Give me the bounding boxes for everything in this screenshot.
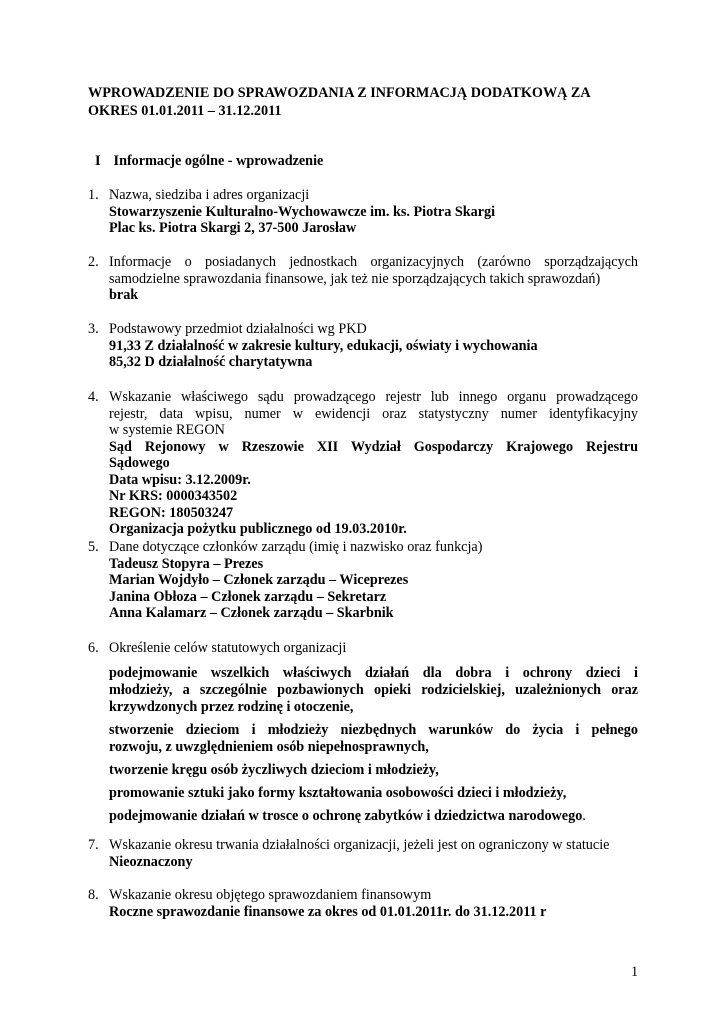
list-item-text: Wskazanie okresu objętego sprawozdaniem finansowym bbox=[109, 887, 432, 903]
list-item-text-line: rejestr, data wpisu, numer w ewidencji oraz statystyczny numer identyfikacyjny bbox=[109, 405, 638, 422]
list-item-6 bbox=[88, 640, 638, 825]
list-item-2 bbox=[88, 254, 638, 304]
reporting-period-value: Roczne sprawozdanie finansowe za okres od 01.01.2011r. do 31.12.2011 r bbox=[109, 903, 547, 920]
statutory-goal-line: krzywdzonych przez rodzinę i otoczenie, bbox=[109, 698, 354, 715]
list-item-text: Nazwa, siedziba i adres organizacji bbox=[109, 187, 310, 203]
statutory-goal-line: podejmowanie działań w trosce o ochronę zabytków i dziedzictwa narodowego bbox=[109, 807, 583, 824]
list-item-number: 5. bbox=[88, 539, 99, 555]
board-member: Anna Kalamarz – Członek zarządu – Skarbnik bbox=[109, 605, 394, 621]
list-item-5 bbox=[88, 539, 638, 622]
list-item-text: Podstawowy przedmiot działalności wg PKD bbox=[109, 321, 367, 337]
pkd-code-2: 85,32 D działalność charytatywna bbox=[109, 354, 313, 370]
list-item-text: Określenie celów statutowych organizacji bbox=[109, 640, 347, 656]
list-item-number: 7. bbox=[88, 837, 99, 853]
document-title bbox=[88, 84, 648, 120]
statutory-goal-line: podejmowanie wszelkich właściwych działań dla dobra i ochrony dzieci i bbox=[109, 664, 638, 681]
organizational-units-value: brak bbox=[109, 287, 139, 303]
registry-court-line: Sąd Rejonowy w Rzeszowie XII Wydział Gospodarczy Krajowego Rejestru bbox=[109, 438, 638, 455]
list-item-number: 1. bbox=[88, 187, 99, 203]
section-number: I bbox=[95, 153, 101, 169]
board-member: Marian Wojdyło – Członek zarządu – Wiceprezes bbox=[109, 572, 409, 588]
statutory-goal-1 bbox=[109, 665, 638, 716]
public-benefit-status: Organizacja pożytku publicznego od 19.03.2010r. bbox=[109, 521, 407, 537]
board-member: Tadeusz Stopyra – Prezes bbox=[109, 555, 264, 572]
list-item-text-line: Wskazanie właściwego sądu prowadzącego rejestr lub innego organu prowadzącego bbox=[109, 389, 638, 405]
list-item-1 bbox=[88, 187, 638, 237]
statutory-goal-period: . bbox=[582, 807, 586, 824]
statutory-goal-4: promowanie sztuki jako formy kształtowania osobowości dzieci i młodzieży, bbox=[109, 784, 567, 801]
statutory-goal-2 bbox=[109, 722, 638, 756]
krs-number: Nr KRS: 0000343502 bbox=[109, 488, 238, 504]
statutory-goal-line: młodzieży, a szczególnie pozbawionych opieki rodzicielskiej, uzależnionych oraz bbox=[109, 681, 638, 698]
list-item-number: 4. bbox=[88, 389, 99, 405]
list-item-number: 2. bbox=[88, 254, 99, 270]
statutory-goal-3: tworzenie kręgu osób życzliwych dzieciom i młodzieży, bbox=[109, 761, 439, 778]
statutory-goal-line: rozwoju, z uwzględnieniem osób niepełnosprawnych, bbox=[109, 738, 429, 755]
registry-court-line: Sądowego bbox=[109, 455, 170, 471]
document-title-line-2: OKRES 01.01.2011 – 31.12.2011 bbox=[88, 103, 282, 119]
statutory-goal-5 bbox=[109, 808, 638, 825]
list-item-text: Wskazanie okresu trwania działalności organizacji, jeżeli jest on ograniczony w statucie bbox=[109, 837, 610, 853]
section-heading bbox=[95, 153, 323, 170]
list-item-number: 3. bbox=[88, 321, 99, 337]
section-title: Informacje ogólne - wprowadzenie bbox=[113, 153, 324, 169]
board-member: Janina Obłoza – Członek zarządu – Sekretarz bbox=[109, 588, 387, 605]
list-item-7 bbox=[88, 837, 638, 870]
list-item-text-line: samodzielne sprawozdania finansowe, jak też nie sporządzających takich sprawozdań) bbox=[109, 270, 601, 287]
activity-period-value: Nieoznaczony bbox=[109, 853, 193, 870]
regon-number: REGON: 180503247 bbox=[109, 504, 234, 521]
list-item-8 bbox=[88, 887, 638, 920]
page-number: 1 bbox=[631, 964, 639, 980]
list-item-text: Dane dotyczące członków zarządu (imię i nazwisko oraz funkcja) bbox=[109, 539, 483, 555]
list-item-3 bbox=[88, 321, 638, 371]
organization-address: Plac ks. Piotra Skargi 2, 37-500 Jarosław bbox=[109, 220, 357, 236]
document-title-line-1: WPROWADZENIE DO SPRAWOZDANIA Z INFORMACJĄ DODATKOWĄ ZA bbox=[88, 85, 591, 101]
organization-name: Stowarzyszenie Kulturalno-Wychowawcze im. ks. Piotra Skargi bbox=[109, 203, 496, 220]
list-item-number: 8. bbox=[88, 887, 99, 903]
list-item-number: 6. bbox=[88, 640, 99, 656]
registration-date: Data wpisu: 3.12.2009r. bbox=[109, 471, 251, 488]
list-item-text-line: Informacje o posiadanych jednostkach organizacyjnych (zarówno sporządzających bbox=[109, 254, 638, 270]
list-item-4 bbox=[88, 389, 638, 538]
statutory-goal-line: stworzenie dzieciom i młodzieży niezbędnych warunków do życia i pełnego bbox=[109, 721, 638, 738]
list-item-text-line: w systemie REGON bbox=[109, 422, 225, 438]
pkd-code-1: 91,33 Z działalność w zakresie kultury, edukacji, oświaty i wychowania bbox=[109, 337, 538, 354]
